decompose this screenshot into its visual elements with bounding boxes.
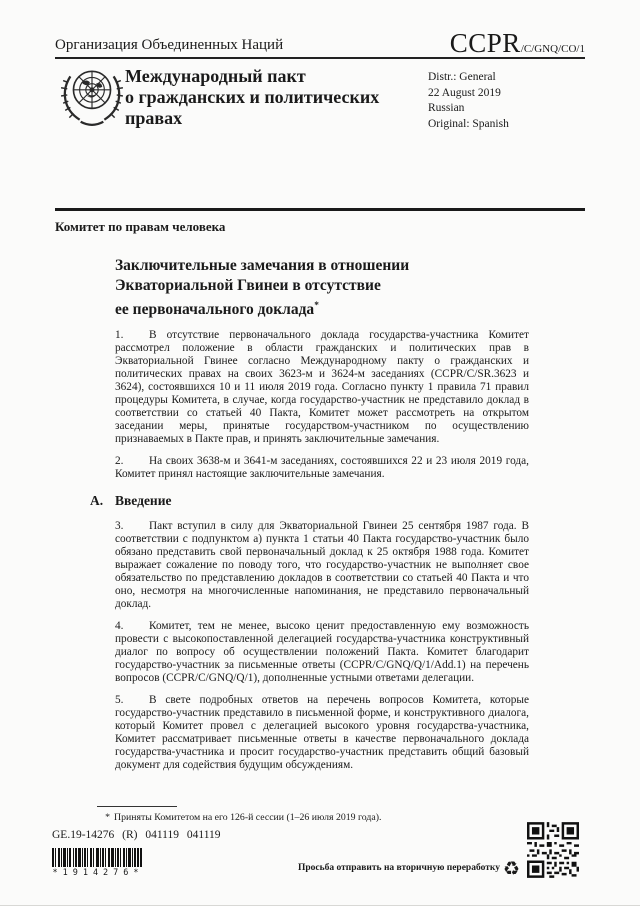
distr-line: 22 August 2019 <box>428 86 501 99</box>
document-title-line: Заключительные замечания в отношении <box>115 257 410 274</box>
paragraph-number: 4. <box>115 620 124 633</box>
covenant-title-line: Международный пакт <box>125 66 306 86</box>
paragraph-text: Пакт вступил в силу для Экваториальной Гвинеи 25 сентября 1987 года. В соответствии с подпунктом a) пункта 1 статьи 40 Пакта государство-участник было обязано представить свой первоначальный доклад к 25 октября 1988 года. Комитет выражает сожаление по поводу того, что государство-участник не выполняет свое обязательство по представлению докладов в соответствии со статьей 40 Пакта и что оно, несмотря на многочисленные напоминания, не представило первоначальный доклад. <box>115 520 529 611</box>
covenant-title <box>125 66 379 129</box>
header-rule <box>55 57 585 59</box>
document-title-line: ее первоначального доклада* <box>115 301 319 319</box>
ge-reference-number: GE.19-14276 (R) 041119 041119 <box>52 829 221 841</box>
section-rule <box>55 208 585 211</box>
document-symbol-suffix: /C/GNQ/CO/1 <box>520 43 585 55</box>
document-symbol <box>450 28 585 59</box>
un-emblem-icon <box>58 62 126 130</box>
paragraph-1 <box>115 329 529 446</box>
paragraph-4 <box>115 620 529 685</box>
footnote-text: Приняты Комитетом на его 126-й сессии (1–26 июля 2019 года). <box>114 812 382 823</box>
distribution-block <box>428 70 509 132</box>
document-body <box>90 256 529 781</box>
document-title-line: Экваториальной Гвинеи в отсутствие <box>115 277 381 294</box>
org-name: Организация Объединенных Наций <box>55 37 284 53</box>
covenant-title-line: правах <box>125 108 183 128</box>
paragraph-number: 5. <box>115 694 124 707</box>
paragraph-text: В отсутствие первоначального доклада государства-участника Комитет рассмотрел положение в области гражданских и политических прав в Экваториальной Гвинее согласно Международному пакту о гражданских и политических правах на своих 3623-м и 3624-м заседаниях (CCPR/C/SR.3623 и 3624), состоявшихся 10 и 11 июля 2019 года. Согласно пункту 1 правила 71 правил процедуры Комитета, в случае, когда государство-участник не представило доклад в соответствии со статьей 40 Пакта, Комитет может рассмотреть на открытом заседании меры, принятые государством-участником по осуществлению признаваемых в Пакте прав, и принять заключительные замечания. <box>115 329 529 446</box>
barcode-text: *1914276* <box>52 868 144 878</box>
paragraph-text: На своих 3638-м и 3641-м заседаниях, состоявшихся 22 и 23 июля 2019 года, Комитет принял настоящие заключительные замечания. <box>115 455 529 481</box>
recycle-text: Просьба отправить на вторичную переработку <box>297 863 500 873</box>
distr-line: Russian <box>428 102 465 114</box>
qr-code <box>527 822 579 878</box>
committee-name: Комитет по правам человека <box>55 219 226 234</box>
paragraph-text: Комитет, тем не менее, высоко ценит предоставленную ему возможность провести с высокопоставленной делегацией государства-участника конструктивный диалог по вопросу об осуществлении положений Пакта. Комитет благодарит государство-участник за письменные ответы (CCPR/C/GNQ/Q/1/Add.1) на перечень вопросов (CCPR/C/GNQ/Q/1), дополненные устными ответами делегации. <box>115 620 529 685</box>
section-heading-a <box>90 493 529 509</box>
paragraph-number: 3. <box>115 520 124 533</box>
recycle-notice <box>0 858 520 880</box>
document-symbol-main: CCPR <box>449 28 521 58</box>
paragraph-5 <box>115 694 529 772</box>
paragraph-2 <box>115 455 529 481</box>
paragraph-text: В свете подробных ответов на перечень вопросов Комитета, которые государство-участник представило в письменной форме, и конструктивного диалога, который Комитет провел с делегацией высокого уровня государства-участника, Комитет рассматривает письменные ответы в качестве первоначального доклада государства-участника и просит государство-участник представить общий базовый документ для содействия будущим обсуждениям. <box>115 694 529 772</box>
footnote <box>97 812 517 823</box>
section-letter: A. <box>90 493 104 509</box>
document-title <box>115 256 529 320</box>
paragraph-3 <box>115 520 529 611</box>
paragraph-number: 2. <box>115 455 124 468</box>
footnote-rule <box>97 806 177 807</box>
distr-line: Distr.: General <box>428 71 496 83</box>
footnote-marker: * <box>314 301 319 311</box>
footnote-marker: * <box>105 812 110 823</box>
recycle-icon: ♻ <box>502 858 520 880</box>
section-title: Введение <box>115 493 172 509</box>
distr-line: Original: Spanish <box>428 117 509 130</box>
paragraph-number: 1. <box>115 329 124 342</box>
covenant-title-line: о гражданских и политических <box>125 87 380 107</box>
